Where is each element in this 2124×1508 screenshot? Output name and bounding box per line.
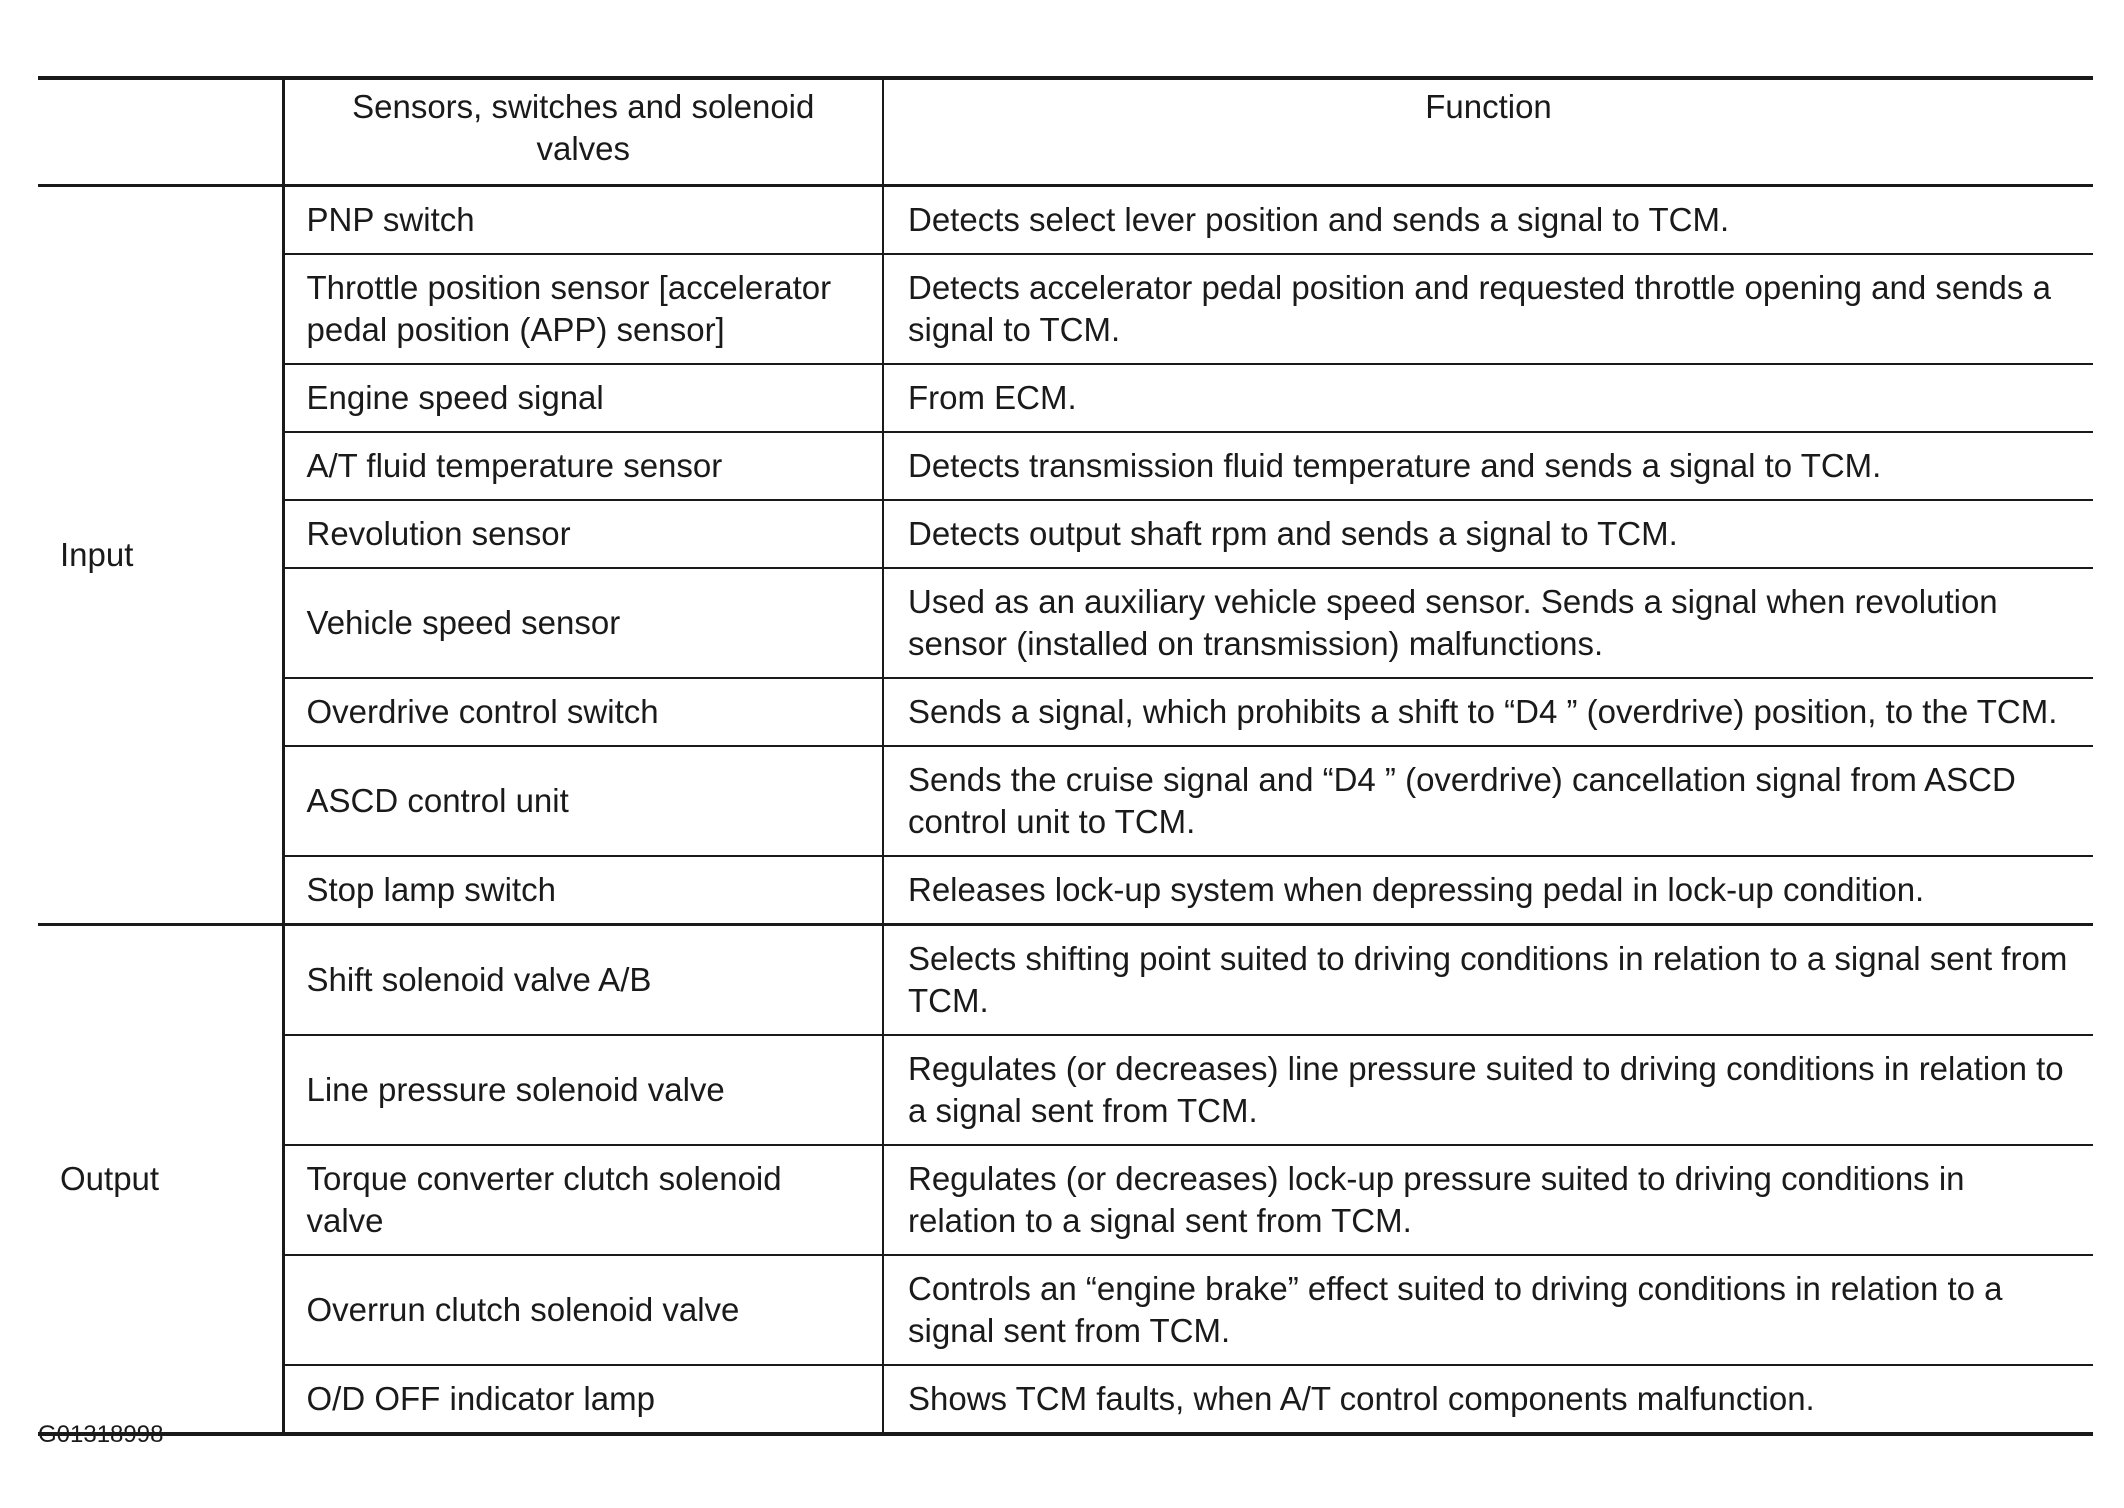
table-row: [38, 568, 2093, 678]
table-row: [38, 1145, 2093, 1255]
component-cell: A/T fluid temperature sensor: [283, 432, 883, 500]
component-cell: Overdrive control switch: [283, 678, 883, 746]
function-cell: Shows TCM faults, when A/T control components malfunction.: [883, 1365, 2093, 1434]
spec-table-container: [38, 76, 2093, 1436]
component-cell: Overrun clutch solenoid valve: [283, 1255, 883, 1365]
table-row: [38, 500, 2093, 568]
table-row: [38, 1035, 2093, 1145]
component-column-header: Sensors, switches and solenoid valves: [283, 78, 883, 186]
component-cell: Engine speed signal: [283, 364, 883, 432]
table-row: [38, 254, 2093, 364]
table-header-row: [38, 78, 2093, 186]
component-cell: Throttle position sensor [accelerator pedal position (APP) sensor]: [283, 254, 883, 364]
component-cell: Torque converter clutch solenoid valve: [283, 1145, 883, 1255]
table-body: [38, 186, 2093, 1435]
function-cell: Detects accelerator pedal position and requested throttle opening and sends a signal to TCM.: [883, 254, 2093, 364]
group-label-input: Input: [38, 186, 283, 925]
component-cell: ASCD control unit: [283, 746, 883, 856]
table-row: [38, 1255, 2093, 1365]
function-cell: Detects select lever position and sends a signal to TCM.: [883, 186, 2093, 255]
component-cell: Vehicle speed sensor: [283, 568, 883, 678]
component-cell: O/D OFF indicator lamp: [283, 1365, 883, 1434]
component-cell: Line pressure solenoid valve: [283, 1035, 883, 1145]
table-row: [38, 186, 2093, 255]
function-cell: Releases lock-up system when depressing pedal in lock-up condition.: [883, 856, 2093, 925]
function-cell: Regulates (or decreases) line pressure suited to driving conditions in relation to a signal sent from TCM.: [883, 1035, 2093, 1145]
component-cell: Stop lamp switch: [283, 856, 883, 925]
function-cell: Sends the cruise signal and “D4 ” (overdrive) cancellation signal from ASCD control unit to TCM.: [883, 746, 2093, 856]
component-function-table: [38, 76, 2093, 1436]
function-cell: From ECM.: [883, 364, 2093, 432]
function-cell: Sends a signal, which prohibits a shift to “D4 ” (overdrive) position, to the TCM.: [883, 678, 2093, 746]
table-row: [38, 1365, 2093, 1434]
function-cell: Used as an auxiliary vehicle speed sensor. Sends a signal when revolution sensor (installed on transmission) malfunctions.: [883, 568, 2093, 678]
table-row: [38, 856, 2093, 925]
component-cell: Shift solenoid valve A/B: [283, 925, 883, 1036]
function-cell: Selects shifting point suited to driving conditions in relation to a signal sent from TCM.: [883, 925, 2093, 1036]
component-cell: PNP switch: [283, 186, 883, 255]
group-column-header: [38, 78, 283, 186]
group-label-output: Output: [38, 925, 283, 1435]
table-row: [38, 678, 2093, 746]
figure-code: G01318998: [38, 1421, 164, 1448]
table-row: [38, 746, 2093, 856]
function-cell: Detects output shaft rpm and sends a signal to TCM.: [883, 500, 2093, 568]
component-cell: Revolution sensor: [283, 500, 883, 568]
table-row: [38, 364, 2093, 432]
table-row: [38, 925, 2093, 1036]
function-cell: Detects transmission fluid temperature and sends a signal to TCM.: [883, 432, 2093, 500]
function-column-header: Function: [883, 78, 2093, 186]
table-row: [38, 432, 2093, 500]
function-cell: Regulates (or decreases) lock-up pressure suited to driving conditions in relation to a signal sent from TCM.: [883, 1145, 2093, 1255]
function-cell: Controls an “engine brake” effect suited to driving conditions in relation to a signal sent from TCM.: [883, 1255, 2093, 1365]
